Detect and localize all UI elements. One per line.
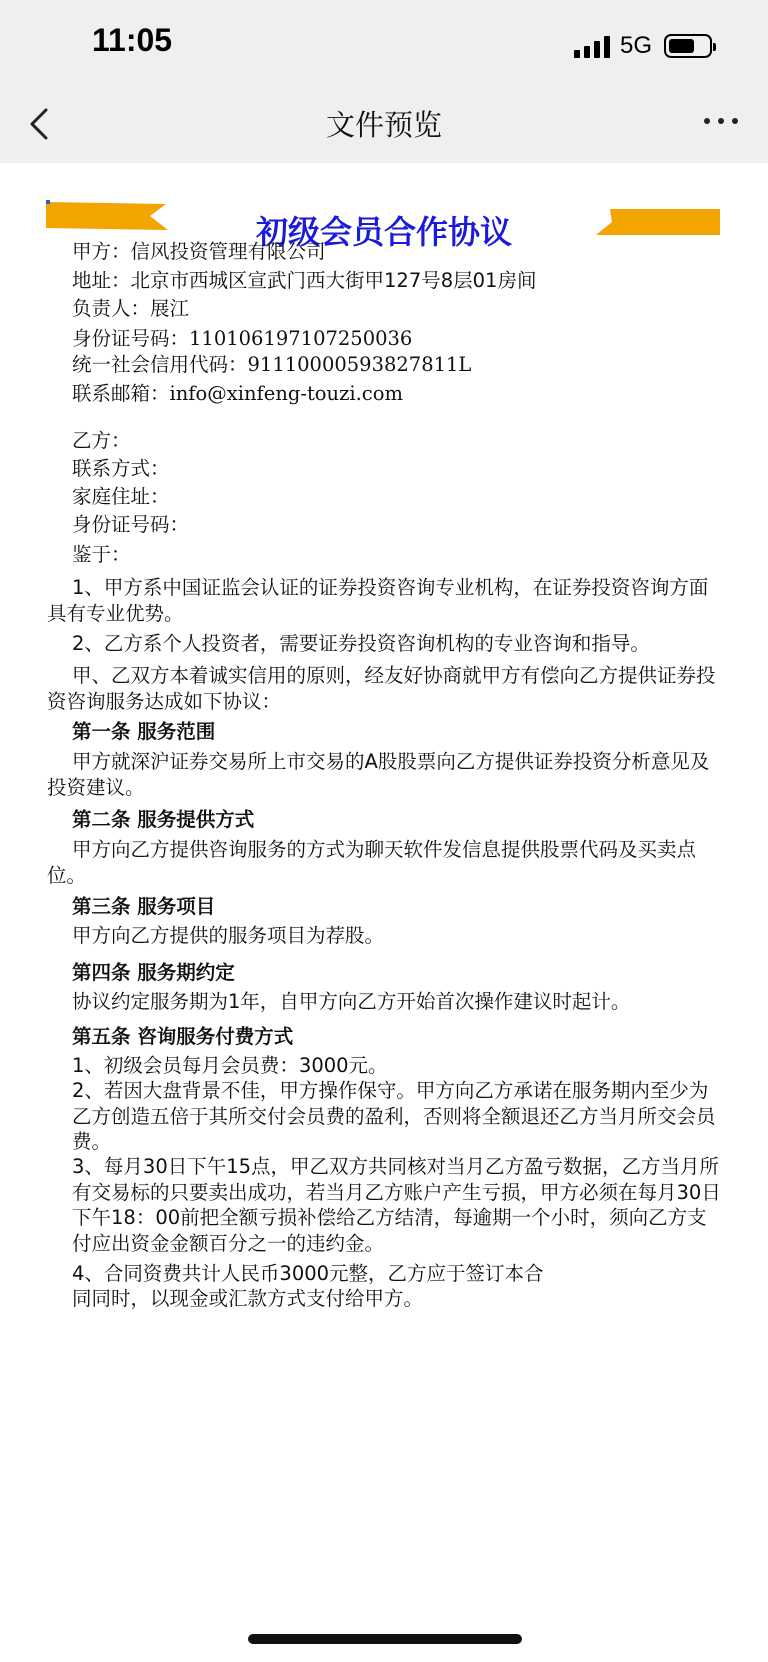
party-a-address: 地址：北京市西城区宣武门西大街甲127号8层01房间 (72, 269, 537, 292)
article-3-heading: 第三条 服务项目 (72, 895, 216, 918)
signal-icon (574, 34, 610, 58)
article-1-heading: 第一条 服务范围 (72, 720, 216, 743)
party-a-email (72, 378, 403, 406)
status-time: 11:05 (92, 22, 173, 58)
article-3-body: 甲方向乙方提供的服务项目为荐股。 (72, 924, 385, 947)
agreement-preamble: 甲、乙双方本着诚实信用的原则，经友好协商就甲方有偿向乙方提供证券投资咨询服务达成如下协议： (47, 664, 716, 713)
party-a-email-label: 联系邮箱： (72, 382, 170, 405)
article-5-clause-1: 1、初级会员每月会员费：3000元。 (72, 1054, 388, 1077)
party-b-name: 乙方： (72, 429, 131, 452)
more-horizontal-icon (704, 118, 710, 124)
top-bar (0, 0, 768, 163)
party-a-email-value: info@xinfeng-touzi.com (169, 382, 403, 405)
article-1-body: 甲方就深沪证券交易所上市交易的A股股票向乙方提供证券投资分析意见及投资建议。 (47, 750, 710, 799)
article-4-heading: 第四条 服务期约定 (72, 961, 235, 984)
whereas-clause-2: 2、乙方系个人投资者，需要证券投资咨询机构的专业咨询和指导。 (72, 632, 650, 655)
battery-icon (664, 34, 712, 58)
network-label: 5G (619, 32, 652, 59)
party-a-credit-code (72, 349, 471, 377)
home-indicator[interactable] (248, 1634, 522, 1644)
more-button[interactable] (704, 118, 738, 124)
party-b-home: 家庭住址： (72, 485, 170, 508)
article-2-body: 甲方向乙方提供咨询服务的方式为聊天软件发信息提供股票代码及买卖点位。 (47, 838, 697, 887)
party-a-name: 甲方：信风投资管理有限公司 (72, 240, 326, 263)
status-icons (574, 30, 712, 62)
party-a-id (72, 323, 412, 351)
article-4-body: 协议约定服务期为1年，自甲方向乙方开始首次操作建议时起计。 (72, 990, 631, 1013)
document-title: 初级会员合作协议 (255, 213, 512, 251)
party-a-id-value: 110106197107250036 (189, 327, 413, 350)
article-5-clause-2: 2、若因大盘背景不佳，甲方操作保守。甲方向乙方承诺在服务期内至少为乙方创造五倍于其所交付会员费的盈利，否则将全额退还乙方当月所交会员费。 (72, 1079, 716, 1153)
whereas-label: 鉴于： (72, 543, 131, 566)
article-5-clause-4-line-2: 同同时，以现金或汇款方式支付给甲方。 (72, 1287, 424, 1310)
party-a-person: 负责人：展江 (72, 297, 190, 320)
whereas-clause-1: 1、甲方系中国证监会认证的证券投资咨询专业机构，在证券投资咨询方面具有专业优势。 (47, 576, 709, 625)
page-title: 文件预览 (325, 108, 442, 142)
party-b-id: 身份证号码： (72, 513, 190, 536)
party-b-contact: 联系方式： (72, 457, 170, 480)
article-5-clause-4-line-1: 4、合同资费共计人民币3000元整，乙方应于签订本合 (72, 1262, 544, 1285)
article-5-clause-3: 3、每月30日下午15点，甲乙双方共同核对当月乙方盈亏数据，乙方当月所有交易标的只要卖出成功，若当月乙方账户产生亏损，甲方必须在每月30日下午18：00前把全额亏损补偿给乙方结清，每逾期一个小时，须向乙方支付应出资金金额百分之一的违约金。 (72, 1155, 721, 1255)
party-a-credit-label: 统一社会信用代码： (72, 353, 248, 376)
article-2-heading: 第二条 服务提供方式 (72, 808, 255, 831)
party-a-credit-value: 91110000593827811L (247, 353, 472, 376)
article-5-heading: 第五条 咨询服务付费方式 (72, 1025, 294, 1048)
party-a-id-label: 身份证号码： (72, 327, 190, 350)
